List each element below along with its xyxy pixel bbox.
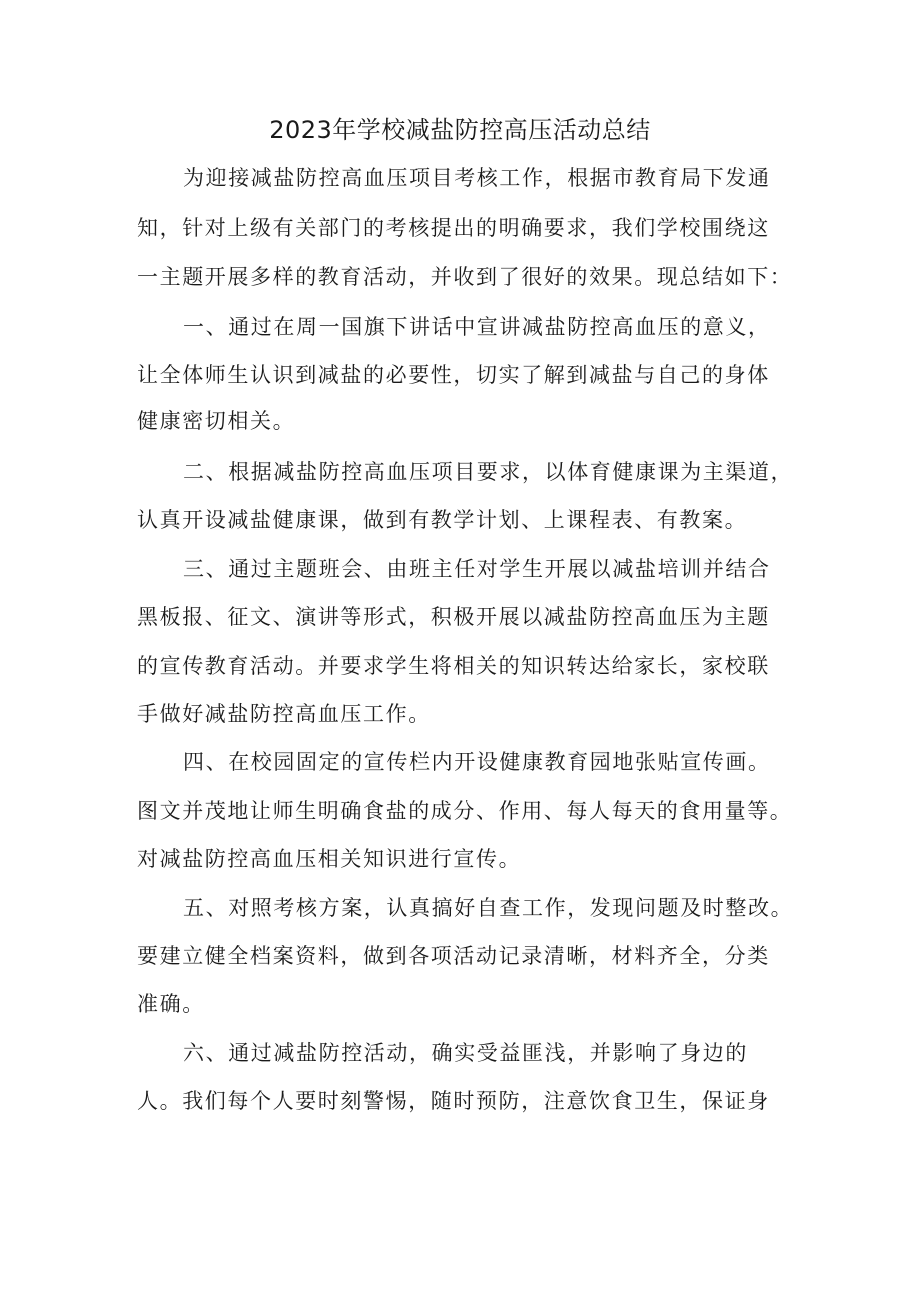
body-line: 对减盐防控高血压相关知识进行宣传。 [137, 847, 522, 871]
body-line: 图文并茂地让师生明确食盐的成分、作用、每人每天的食用量等。 [137, 799, 793, 823]
body-line: 三、通过主题班会、由班主任对学生开展以减盐培训并结合 [183, 557, 771, 581]
body-line: 一主题开展多样的教育活动，并收到了很好的效果。现总结如下： [137, 265, 793, 289]
document-title: 2023年学校减盐防控高压活动总结 [269, 116, 651, 144]
body-line: 的宣传教育活动。并要求学生将相关的知识转达给家长，家校联 [137, 654, 770, 678]
body-line: 人。我们每个人要时刻警惕，随时预防，注意饮食卫生，保证身 [137, 1089, 770, 1113]
body-line: 四、在校园固定的宣传栏内开设健康教育园地张贴宣传画。 [183, 750, 771, 774]
body-line: 五、对照考核方案，认真搞好自查工作，发现问题及时整改。 [183, 896, 794, 920]
body-line: 为迎接减盐防控高血压项目考核工作，根据市教育局下发通 [183, 166, 771, 190]
body-line: 黑板报、征文、演讲等形式，积极开展以减盐防控高血压为主题 [137, 605, 770, 629]
body-line: 准确。 [137, 992, 205, 1016]
body-line: 二、根据减盐防控高血压项目要求，以体育健康课为主渠道， [183, 460, 794, 484]
body-line: 六、通过减盐防控活动，确实受益匪浅，并影响了身边的 [183, 1041, 748, 1065]
body-line: 健康密切相关。 [137, 409, 296, 433]
body-line: 知，针对上级有关部门的考核提出的明确要求，我们学校围绕这 [137, 216, 770, 240]
body-line: 手做好减盐防控高血压工作。 [137, 702, 431, 726]
body-line: 认真开设减盐健康课，做到有教学计划、上课程表、有教案。 [137, 508, 748, 532]
body-line: 让全体师生认识到减盐的必要性，切实了解到减盐与自己的身体 [137, 363, 770, 387]
body-line: 一、通过在周一国旗下讲话中宣讲减盐防控高血压的意义， [183, 315, 771, 339]
body-line: 要建立健全档案资料，做到各项活动记录清晰，材料齐全，分类 [137, 944, 770, 968]
